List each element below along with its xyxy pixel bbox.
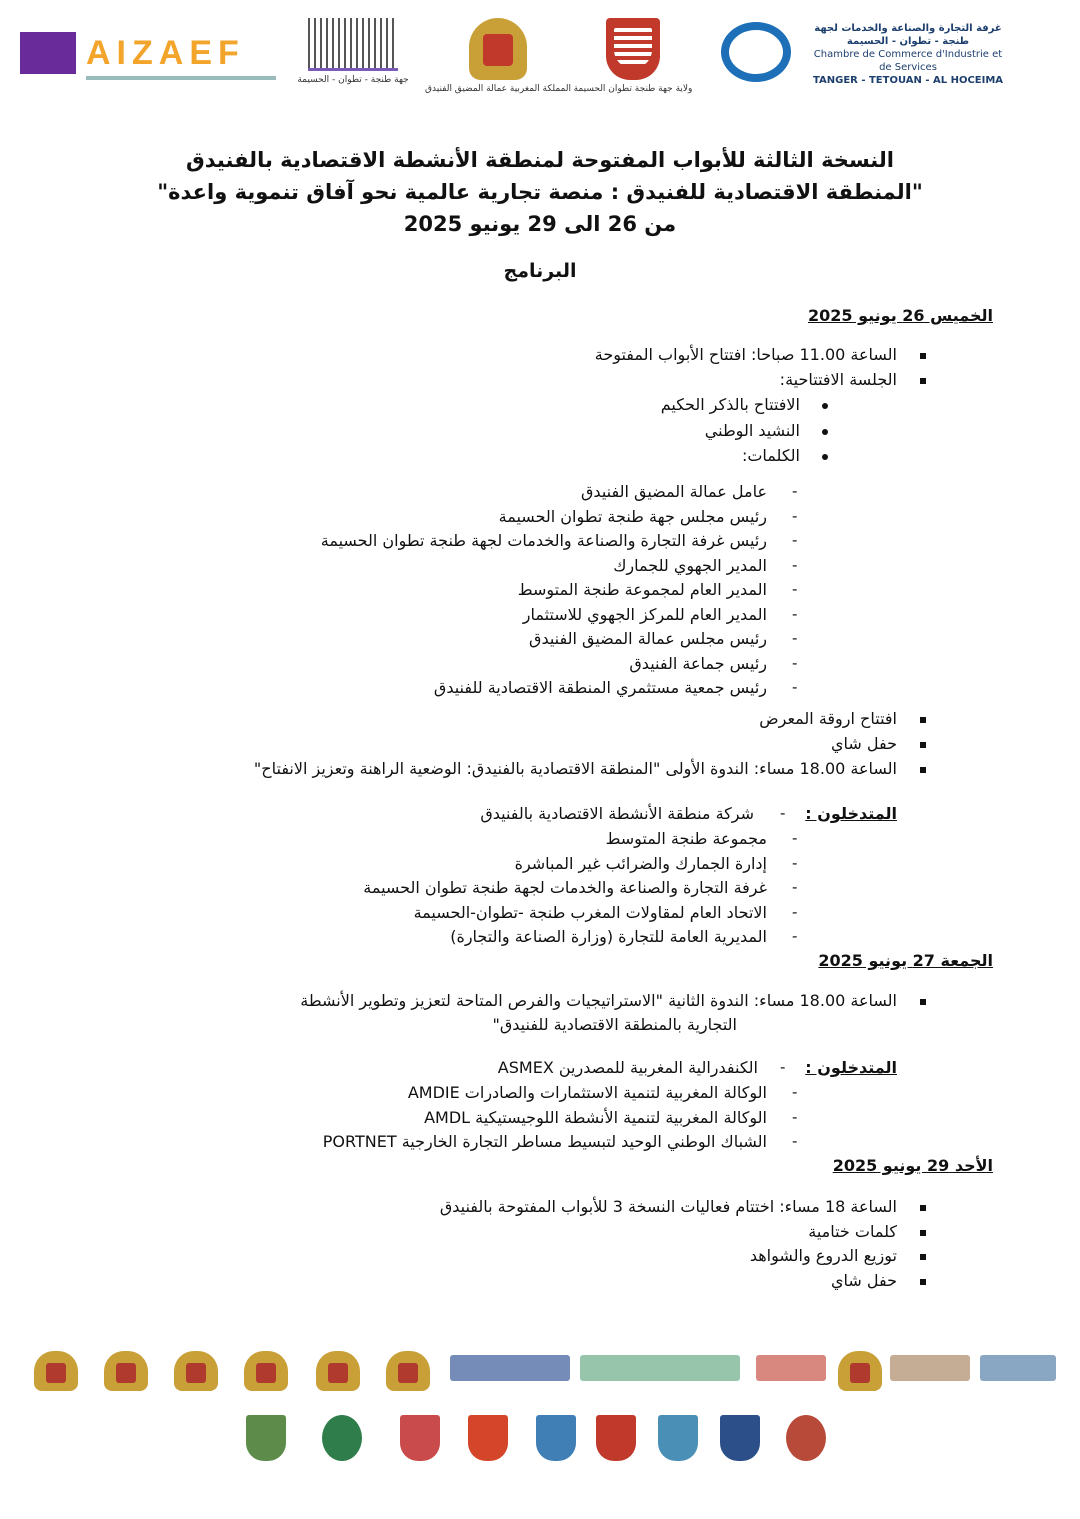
cci-caption-fr: Chambre de Commerce d'Industrie et de Services xyxy=(813,49,1003,73)
panelist-item: الشباك الوطني الوحيد لتبسيط مساطر التجارة الخارجية PORTNET xyxy=(322,1132,767,1151)
dash-marker: - xyxy=(792,1083,798,1101)
speaker-item: رئيس مجلس جهة طنجة تطوان الحسيمة xyxy=(498,506,767,526)
day2-item-seminar2-line2: التجارية بالمنطقة الاقتصادية للفنيدق" xyxy=(492,1015,737,1034)
panelist-item: الوكالة المغربية لتنمية الأنشطة اللوجيستيكية AMDL xyxy=(424,1107,767,1127)
dash-marker: - xyxy=(792,902,798,921)
panelist-item: غرفة التجارة والصناعة والخدمات لجهة طنجة تطوان الحسيمة xyxy=(363,878,767,897)
province-logo xyxy=(425,18,571,94)
cci-gear-icon xyxy=(721,22,791,82)
crest-icon xyxy=(174,1351,218,1391)
dash-marker: - xyxy=(780,1058,786,1076)
commune-seal-icon xyxy=(786,1415,826,1461)
regional-council-logo xyxy=(288,18,418,85)
aizaef-wordmark: AIZAEF xyxy=(86,34,245,72)
bullet-square xyxy=(920,999,926,1005)
panelist-item: مجموعة طنجة المتوسط xyxy=(605,829,767,848)
panelist-item: الكنفدرالية المغربية للمصدرين ASMEX xyxy=(497,1058,758,1077)
day1-panel-label: المتدخلون : xyxy=(805,804,897,823)
crest-icon xyxy=(104,1351,148,1391)
bullet-square xyxy=(920,717,926,723)
crest-icon xyxy=(316,1351,360,1391)
commune-shield-icon xyxy=(246,1415,286,1461)
speaker-item: عامل عمالة المضيق الفنيدق xyxy=(581,482,767,501)
day1-sub-quran: الافتتاح بالذكر الحكيم xyxy=(660,395,800,414)
commune-shield-icon xyxy=(658,1415,698,1461)
province-caption: المملكة المغربية عمالة المضيق الفنيدق xyxy=(425,84,571,94)
dash-marker: - xyxy=(792,927,798,945)
dash-marker: - xyxy=(792,604,798,623)
partner-logos-footer xyxy=(20,1345,1060,1475)
panelist-item: شركة منطقة الأنشطة الاقتصادية بالفنيدق xyxy=(480,804,754,823)
panelist-item: المديرية العامة للتجارة (وزارة الصناعة والتجارة) xyxy=(450,927,767,946)
aizaef-tagline-bar xyxy=(86,76,276,80)
bullet-square xyxy=(920,1205,926,1211)
cci-caption-city: TANGER - TETOUAN - AL HOCEIMA xyxy=(812,75,1004,86)
commune-shield-icon xyxy=(720,1415,760,1461)
royal-crest-icon xyxy=(469,18,527,80)
dash-marker: - xyxy=(792,629,798,647)
agency-logo xyxy=(980,1355,1056,1381)
event-dates: من 26 الى 29 يونيو 2025 xyxy=(403,212,677,236)
day1-date: الخميس 26 يونيو 2025 xyxy=(807,306,993,325)
cci-logo xyxy=(716,22,796,82)
ministry-logo xyxy=(890,1355,970,1381)
speaker-item: رئيس مجلس عمالة المضيق الفنيدق xyxy=(529,629,767,648)
dash-marker: - xyxy=(792,482,798,500)
day2-item-seminar2-line1: الساعة 18.00 مساء: الندوة الثانية "الاستراتيجيات والفرص المتاحة لتعزيز وتطوير الأنشطة xyxy=(300,991,897,1010)
dash-marker: - xyxy=(792,878,798,896)
partner-logos-header xyxy=(18,14,1004,114)
bullet-square xyxy=(920,1254,926,1260)
bullet-dot xyxy=(822,454,828,460)
crest-icon xyxy=(386,1351,430,1391)
dash-marker: - xyxy=(780,804,786,822)
dash-marker: - xyxy=(792,829,798,847)
event-title: النسخة الثالثة للأبواب المفتوحة لمنطقة الأنشطة الاقتصادية بالفنيدق xyxy=(186,148,894,172)
crest-icon xyxy=(34,1351,78,1391)
dash-marker: - xyxy=(792,506,798,525)
day3-item: الساعة 18 مساء: اختتام فعاليات النسخة 3 للأبواب المفتوحة بالفنيدق xyxy=(439,1197,897,1216)
day2-date: الجمعة 27 يونيو 2025 xyxy=(818,951,993,970)
cci-caption xyxy=(808,22,1008,87)
dash-marker: - xyxy=(792,580,798,598)
dash-marker: - xyxy=(792,531,798,549)
bullet-dot xyxy=(822,403,828,409)
commune-shield-icon xyxy=(400,1415,440,1461)
day1-item-tea: حفل شاي xyxy=(831,734,897,753)
dash-marker: - xyxy=(792,853,798,872)
day3-item: حفل شاي xyxy=(831,1270,897,1290)
day3-date: الأحد 29 يونيو 2025 xyxy=(832,1156,993,1175)
day1-item-opening: الساعة 11.00 صباحا: افتتاح الأبواب المفتوحة xyxy=(594,345,897,364)
bullet-square xyxy=(920,353,926,359)
crest-icon xyxy=(838,1351,882,1391)
speaker-item: رئيس غرفة التجارة والصناعة والخدمات لجهة طنجة تطوان الحسيمة xyxy=(320,531,767,550)
bullet-dot xyxy=(822,429,828,435)
dash-marker: - xyxy=(792,1107,798,1126)
event-subtitle: "المنطقة الاقتصادية للفنيدق : منصة تجارية عالمية نحو آفاق تنموية واعدة" xyxy=(157,180,923,204)
speaker-item: المدير العام للمركز الجهوي للاستثمار xyxy=(522,604,767,624)
crest-icon xyxy=(244,1351,288,1391)
dash-marker: - xyxy=(792,653,798,672)
day1-sub-speeches: الكلمات: xyxy=(741,446,800,465)
dash-marker: - xyxy=(792,1132,798,1150)
day3-item: توزيع الدروع والشواهد xyxy=(749,1246,897,1265)
aizaef-logo xyxy=(20,32,270,84)
speaker-item: رئيس جماعة الفنيدق xyxy=(629,653,767,673)
program-heading: البرنامج xyxy=(503,260,577,282)
speaker-item: المدير العام لمجموعة طنجة المتوسط xyxy=(517,580,767,599)
dash-marker: - xyxy=(792,678,798,696)
wilaya-caption: ولاية جهة طنجة تطوان الحسيمة xyxy=(573,84,693,94)
dash-marker: - xyxy=(792,555,798,574)
day1-item-exhibition: افتتاح اروقة المعرض xyxy=(759,709,897,728)
panelist-item: الاتحاد العام لمقاولات المغرب طنجة -تطوان-الحسيمة xyxy=(413,902,767,922)
bullet-square xyxy=(920,767,926,773)
day2-panel-label: المتدخلون : xyxy=(805,1058,897,1077)
aizaef-arrow-icon xyxy=(20,32,76,74)
bullet-square xyxy=(920,1279,926,1285)
speaker-item: المدير الجهوي للجمارك xyxy=(613,555,767,575)
bullet-square xyxy=(920,378,926,384)
day1-item-seminar1: الساعة 18.00 مساء: الندوة الأولى "المنطقة الاقتصادية بالفنيدق: الوضعية الراهنة وتعزيز الانفتاح" xyxy=(253,759,897,778)
bullet-square xyxy=(920,1230,926,1236)
speaker-item: رئيس جمعية مستثمري المنطقة الاقتصادية للفنيدق xyxy=(433,678,767,697)
day1-sub-anthem: النشيد الوطني xyxy=(704,421,800,440)
commune-seal-icon xyxy=(322,1415,362,1461)
panelist-item: إدارة الجمارك والضرائب غير المباشرة xyxy=(514,853,767,873)
commune-shield-icon xyxy=(468,1415,508,1461)
day3-item: كلمات ختامية xyxy=(808,1221,897,1241)
commune-shield-icon xyxy=(536,1415,576,1461)
bridge-icon xyxy=(308,18,398,71)
bullet-square xyxy=(920,742,926,748)
wilaya-logo xyxy=(573,18,693,94)
agency-logo xyxy=(756,1355,826,1381)
agency-logo xyxy=(450,1355,570,1381)
cci-caption-ar: غرفة التجارة والصناعة والخدمات لجهة طنجة - تطوان - الحسيمة xyxy=(814,23,1002,47)
agency-logo xyxy=(580,1355,740,1381)
wilaya-shield-icon xyxy=(606,18,660,80)
council-caption: جهة طنجة - تطوان - الحسيمة xyxy=(297,75,409,85)
commune-shield-icon xyxy=(596,1415,636,1461)
day1-item-session: الجلسة الافتتاحية: xyxy=(779,370,897,389)
panelist-item: الوكالة المغربية لتنمية الاستثمارات والصادرات AMDIE xyxy=(407,1083,767,1102)
